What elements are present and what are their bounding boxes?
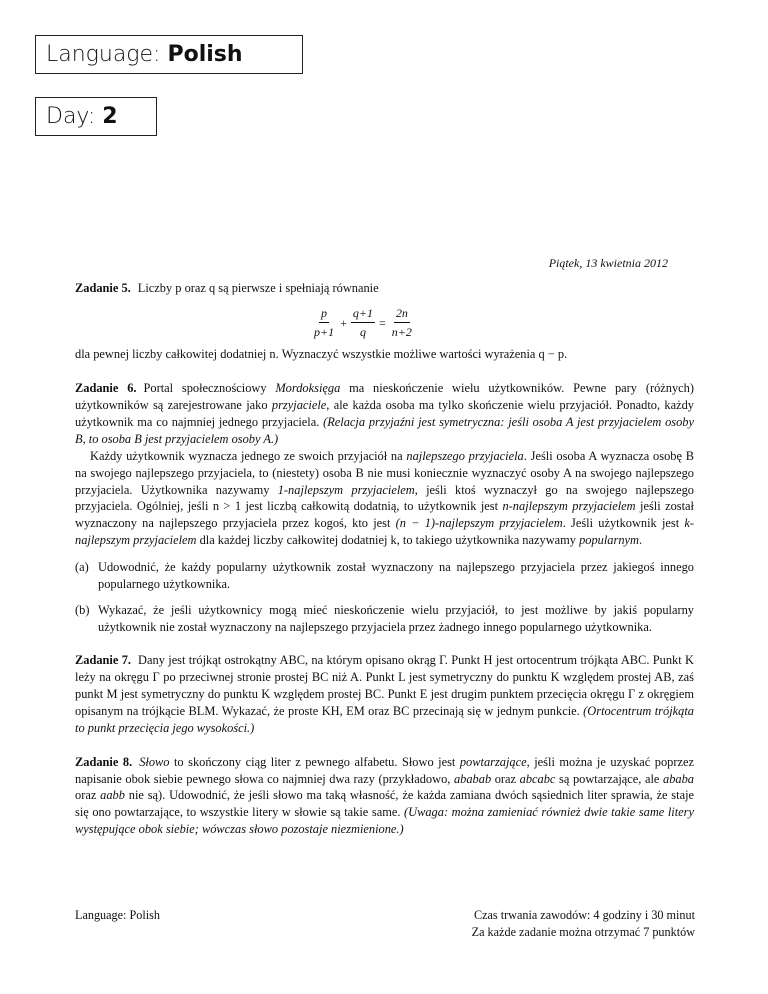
- p8-text: to skończony ciąg liter z pewnego alfabetu. Słowo jest: [169, 754, 460, 769]
- subpart-a-text: Udowodnić, że każdy popularny użytkownik został wyznaczony na najlepszego przyjaciela przez jakiegoś innego popularnego użytkownika.: [98, 559, 694, 591]
- footer-points: Za każde zadanie można otrzymać 7 punktów: [471, 924, 695, 939]
- p8-example: abcabc: [519, 771, 556, 786]
- p8-text: są powtarzające, ale: [555, 771, 664, 786]
- problem-7-title: Zadanie 7.: [75, 653, 132, 668]
- p6-text: Każdy użytkownik wyznacza jednego ze swoich przyjaciół na: [90, 448, 407, 463]
- fraction-3-denominator: n+2: [391, 325, 412, 340]
- subpart-a-mark: (a): [75, 559, 89, 574]
- language-label: Language:: [46, 42, 161, 67]
- footer-language: Language: Polish: [75, 908, 160, 922]
- language-header-box: [35, 35, 303, 74]
- p6-text: Portal społecznościowy: [143, 381, 276, 396]
- p6-text: .: [638, 533, 643, 548]
- problem-7: [75, 652, 694, 736]
- fraction-2-denominator: q: [359, 325, 366, 340]
- problem-5: [75, 280, 694, 363]
- p6-term: n-najlepszym przyjacielem: [502, 499, 636, 514]
- p6-portal-name: Mordoksięga: [275, 381, 341, 396]
- p8-text: , jeśli można je uzyskać poprzez napisanie obok siebie pewnego słowa co najmniej dwa razy (przykładowo,: [75, 754, 694, 786]
- p6-term: przyjaciele: [271, 398, 327, 413]
- p6-text: dla każdej liczby całkowitej dodatniej k, to takiego użytkownika nazywamy: [196, 533, 580, 548]
- p6-term: popularnym: [579, 533, 639, 548]
- p6-text: . Jeśli osoba A wyznacza osobę B na swojego najlepszego przyjaciela, to (niestety) osoba B nie musi koniecznie wyznaczyć osoby A na swojego najlepszego przyjaciela. Użytkownika nazywamy: [75, 448, 694, 497]
- problem-8-note: (Uwaga: można zamieniać również dwie takie same litery występujące obok siebie; wówczas słowo pozostaje niezmienione.): [75, 805, 695, 837]
- p8-text: oraz: [75, 788, 101, 803]
- problem-6-subparts: [75, 559, 694, 635]
- p6-term: k-najlepszym przyjacielem: [75, 516, 694, 548]
- fraction-1: [312, 305, 336, 341]
- list-item: [75, 602, 694, 636]
- p6-text: ma nieskończenie wielu użytkowników. Pewne pary (różnych) użytkowników są zarejestrowane jako: [75, 381, 694, 413]
- subpart-b-mark: (b): [75, 602, 90, 617]
- footer-info: [472, 907, 695, 941]
- problem-5-intro: Liczby p oraz q są pierwsze i spełniają równanie: [137, 281, 379, 295]
- p8-example: aabb: [100, 788, 125, 803]
- problems-section: [75, 280, 694, 838]
- fraction-1-denominator: p+1: [314, 325, 335, 340]
- problem-8-title: Zadanie 8.: [75, 754, 133, 769]
- problem-7-body: Dany jest trójkąt ostrokątny ABC, na którym opisano okrąg Γ. Punkt H jest ortocentrum trójkąta ABC. Punkt K leży na okręgu Γ po przeciwnej stronie prostej BC niż A. Punkt L jest symetryczny do punktu K względem prostej AB, zaś punkt M jest symetryczny do punktu K względem prostej BC. Punkt E jest drugim punktem przecięcia okręgu Γ z okręgiem opisanym na trójkącie BLM. Wykazać, że proste KH, EM oraz BC przecinają się w jednym punkcie.: [75, 653, 694, 718]
- p6-text: , jeśli ktoś wyznaczył go na swojego najlepszego przyjaciela. Ogólniej, jeśli n > 1 jest liczbą całkowitą dodatnią, to użytkownik jest: [75, 482, 694, 514]
- p6-text: , ale każda osoba ma tylko skończenie wielu przyjaciół. Ponadto, każdy użytkownik ma co najmniej jednego przyjaciela.: [75, 398, 694, 430]
- p8-term: powtarzające: [459, 754, 527, 769]
- list-item: [75, 559, 694, 593]
- day-label: Day:: [46, 104, 96, 129]
- language-value: Polish: [167, 42, 243, 67]
- fraction-2: [351, 305, 375, 341]
- fraction-3-numerator: 2n: [394, 305, 410, 323]
- fraction-1-numerator: p: [319, 305, 329, 323]
- p8-term: Słowo: [139, 754, 170, 769]
- day-value: 2: [102, 104, 118, 129]
- problem-6: [75, 380, 694, 635]
- p6-text: jeśli został wyznaczony na najlepszego przyjaciela przez kogoś, kto jest: [75, 499, 695, 531]
- equals-sign: =: [379, 315, 386, 330]
- p8-text: oraz: [491, 771, 520, 786]
- problem-5-title: Zadanie 5.: [75, 281, 131, 295]
- problem-5-equation: [312, 305, 694, 341]
- p6-term: (n − 1)-najlepszym przyjacielem: [395, 516, 563, 531]
- problem-6-title: Zadanie 6.: [75, 381, 137, 396]
- p6-note: (Relacja przyjaźni jest symetryczna: jeśli osoba A jest przyjacielem osoby B, to osoba B jest przyjacielem osoby A.): [75, 415, 694, 446]
- exam-date: Piątek, 13 kwietnia 2012: [548, 256, 668, 270]
- p8-text: nie są). Udowodnić, że jeśli słowo ma taką własność, że każda zamiana dwóch sąsiednich liter sprawia, że staje się ono powtarzające, to wszystkie litery w słowie są takie same.: [75, 788, 695, 820]
- day-header-box: [35, 97, 157, 136]
- p6-text: . Jeśli użytkownik jest: [562, 516, 685, 531]
- fraction-2-numerator: q+1: [351, 305, 375, 323]
- p6-term: najlepszego przyjaciela: [406, 448, 524, 463]
- subpart-b-text: Wykazać, że jeśli użytkownicy mogą mieć nieskończenie wielu przyjaciół, to jest możliwe by jakiś popularny użytkownik nie został wyznaczony na najlepszego przyjaciela przez żadnego innego popularnego użytkownika.: [98, 602, 694, 634]
- p8-example: ababab: [453, 771, 492, 786]
- plus-sign: +: [340, 315, 347, 330]
- p6-term: 1-najlepszym przyjacielem: [277, 482, 415, 497]
- problem-7-note: (Ortocentrum trójkąta to punkt przecięcia jego wysokości.): [75, 703, 694, 735]
- problem-8: [75, 754, 694, 838]
- footer-duration: Czas trwania zawodów: 4 godziny i 30 minut: [473, 908, 695, 922]
- problem-5-outro: dla pewnej liczby całkowitej dodatniej n. Wyznaczyć wszystkie możliwe wartości wyrażenia q − p.: [75, 347, 568, 362]
- p8-example: ababa: [663, 771, 694, 786]
- fraction-3: [390, 305, 414, 341]
